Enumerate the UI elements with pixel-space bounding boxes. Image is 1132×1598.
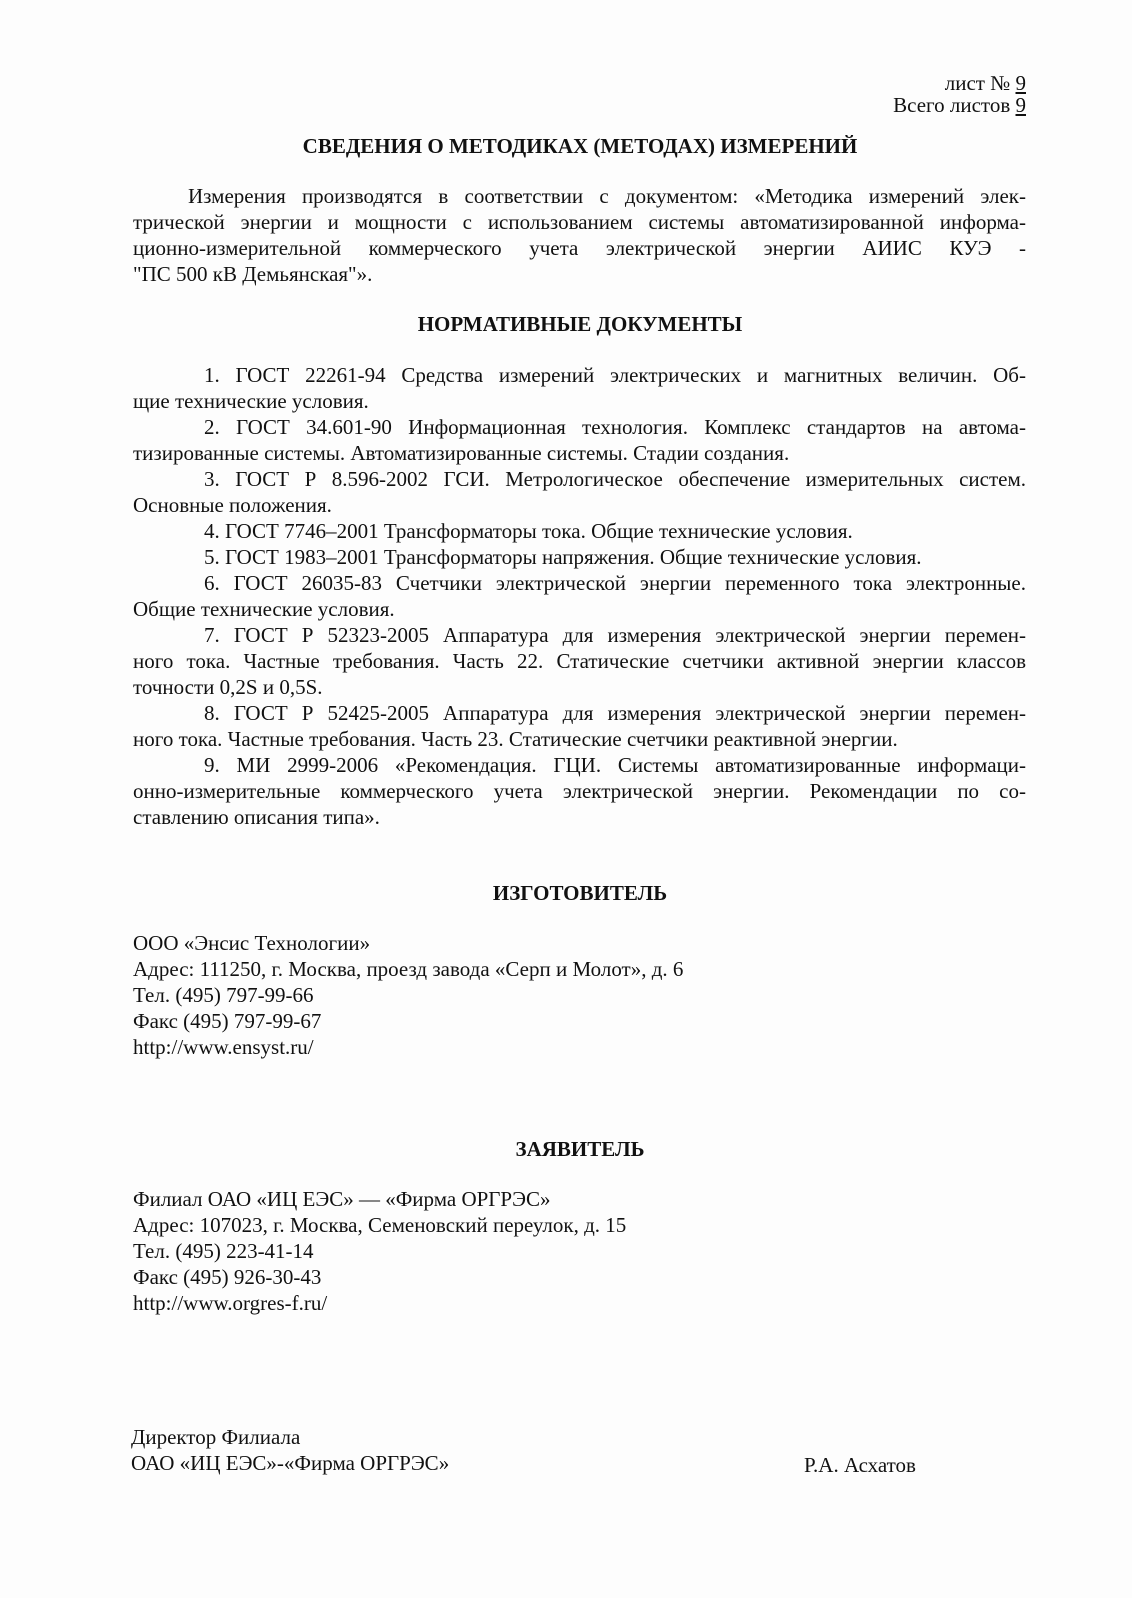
applicant-fax: Факс (495) 926-30-43: [133, 1265, 322, 1289]
applicant-website[interactable]: http://www.orgres-f.ru/: [133, 1291, 328, 1315]
manufacturer-phone: Тел. (495) 797-99-66: [133, 983, 314, 1007]
normative-line: ного тока. Частные требования. Часть 22. Статические счетчики активной энергии классов: [133, 649, 1026, 673]
normative-line: тизированные системы. Автоматизированные системы. Стадии создания.: [133, 441, 790, 465]
applicant-name: Филиал ОАО «ИЦ ЕЭС» — «Фирма ОРГРЭС»: [133, 1187, 551, 1211]
total-sheets-line: [700, 92, 1026, 118]
signatory-organization: ОАО «ИЦ ЕЭС»-«Фирма ОРГРЭС»: [131, 1451, 450, 1475]
methods-line: ционно-измерительной коммерческого учета электрической энергии АИИС КУЭ -: [133, 236, 1026, 260]
manufacturer-name: ООО «Энсис Технологии»: [133, 931, 371, 955]
normative-line: 5. ГОСТ 1983–2001 Трансформаторы напряжения. Общие технические условия.: [204, 545, 922, 569]
normative-line: ставлению описания типа».: [133, 805, 380, 829]
normative-line: 2. ГОСТ 34.601-90 Информационная технология. Комплекс стандартов на автома-: [204, 415, 1026, 439]
manufacturer-address: Адрес: 111250, г. Москва, проезд завода «Серп и Молот», д. 6: [133, 957, 684, 981]
normative-line: точности 0,2S и 0,5S.: [133, 675, 323, 699]
methods-line: трической энергии и мощности с использованием системы автоматизированной информа-: [133, 210, 1026, 234]
signatory-name: Р.А. Асхатов: [804, 1453, 916, 1477]
total-number: 9: [1015, 93, 1026, 117]
normative-line: ного тока. Частные требования. Часть 23. Статические счетчики реактивной энергии.: [133, 727, 898, 751]
normative-line: 1. ГОСТ 22261-94 Средства измерений электрических и магнитных величин. Об-: [204, 363, 1026, 387]
normative-line: щие технические условия.: [133, 389, 369, 413]
methods-line: "ПС 500 кВ Демьянская"».: [133, 262, 373, 286]
normative-line: Общие технические условия.: [133, 597, 395, 621]
manufacturer-website[interactable]: http://www.ensyst.ru/: [133, 1035, 314, 1059]
applicant-title: ЗАЯВИТЕЛЬ: [515, 1137, 645, 1161]
normative-title: НОРМАТИВНЫЕ ДОКУМЕНТЫ: [417, 312, 743, 336]
normative-line: 9. МИ 2999-2006 «Рекомендация. ГЦИ. Системы автоматизированные информаци-: [204, 753, 1026, 777]
normative-line: Основные положения.: [133, 493, 332, 517]
sheet-label: лист №: [944, 71, 1011, 95]
normative-line: 3. ГОСТ Р 8.596-2002 ГСИ. Метрологическое обеспечение измерительных систем.: [204, 467, 1026, 491]
total-label: Всего листов: [893, 93, 1011, 117]
sheet-number: 9: [1015, 71, 1026, 95]
normative-line: 6. ГОСТ 26035-83 Счетчики электрической энергии переменного тока электронные.: [204, 571, 1026, 595]
applicant-phone: Тел. (495) 223-41-14: [133, 1239, 314, 1263]
normative-line: 4. ГОСТ 7746–2001 Трансформаторы тока. Общие технические условия.: [204, 519, 853, 543]
normative-line: 7. ГОСТ Р 52323-2005 Аппаратура для измерения электрической энергии перемен-: [204, 623, 1026, 647]
methods-title: СВЕДЕНИЯ О МЕТОДИКАХ (МЕТОДАХ) ИЗМЕРЕНИЙ: [302, 134, 858, 158]
signatory-position: Директор Филиала: [131, 1425, 301, 1449]
methods-line: Измерения производятся в соответствии с документом: «Методика измерений элек-: [188, 184, 1026, 208]
manufacturer-title: ИЗГОТОВИТЕЛЬ: [492, 881, 668, 905]
applicant-address: Адрес: 107023, г. Москва, Семеновский переулок, д. 15: [133, 1213, 627, 1237]
normative-line: 8. ГОСТ Р 52425-2005 Аппаратура для измерения электрической энергии перемен-: [204, 701, 1026, 725]
normative-line: онно-измерительные коммерческого учета электрической энергии. Рекомендации по со-: [133, 779, 1026, 803]
manufacturer-fax: Факс (495) 797-99-67: [133, 1009, 322, 1033]
